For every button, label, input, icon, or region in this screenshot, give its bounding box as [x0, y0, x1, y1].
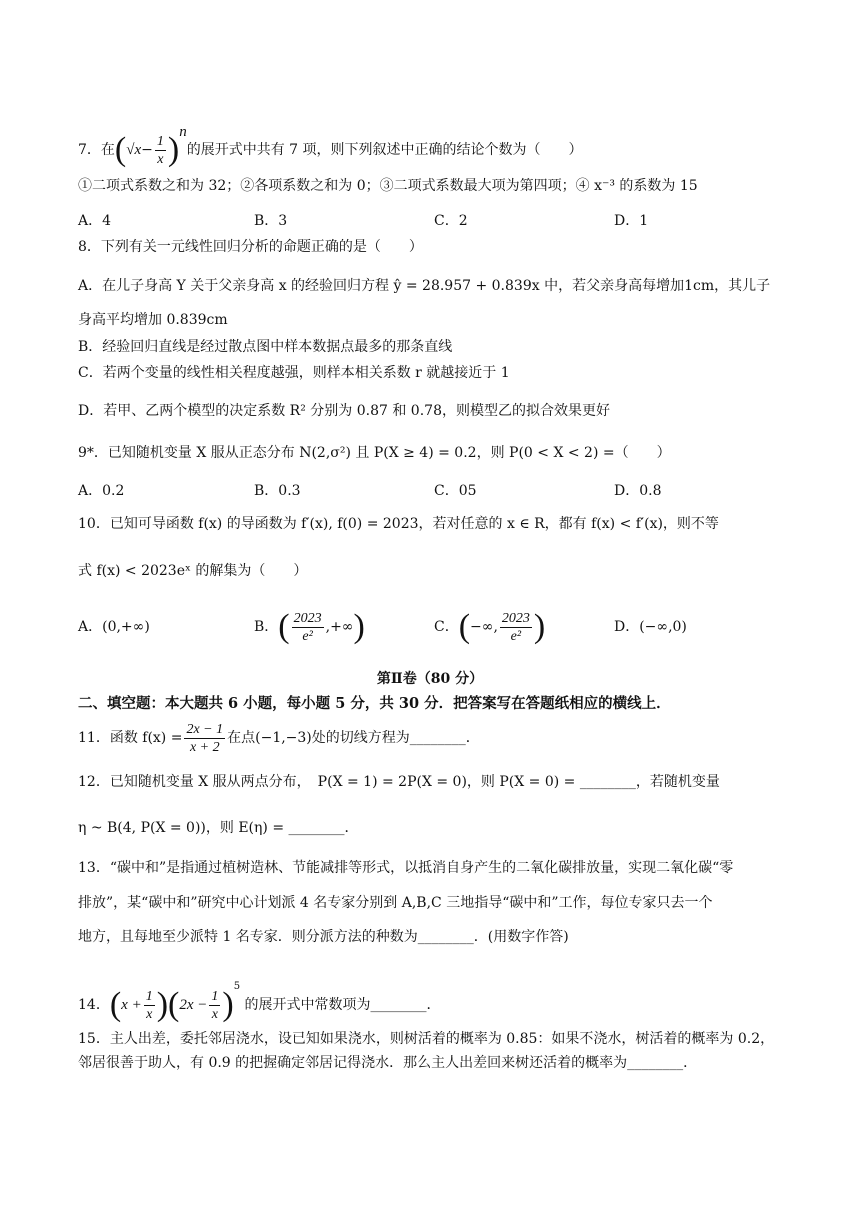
q8-option-c: C．若两个变量的线性相关程度越强，则样本相关系数 r 就越接近于 1 [78, 365, 510, 381]
question-11: 11．函数 f(x) = $\frac{2x - 1}{x + 2}$ 在点(−1,−3)处的切线方程为________． [78, 721, 480, 755]
q15-line-2: 邻居很善于助人，有 0.9 的把握确定邻居记得浇水．那么主人出差回来树还活着的概率为________． [78, 1055, 698, 1071]
q10-option-d: D．(−∞,0) [614, 619, 687, 635]
q15-line-1: 15．主人出差，委托邻居浇水，设已知如果浇水，则树活着的概率为 0.85：如果不浇水，树活着的概率为 0.2， [78, 1031, 775, 1047]
q13-line-2: 排放”，某“碳中和”研究中心计划派 4 名专家分别到 A,B,C 三地指导“碳中和”工作，每位专家只去一个 [78, 895, 713, 911]
q7-statements: ①二项式系数之和为 32；②各项系数之和为 0；③二项式系数最大项为第四项；④ x⁻³ 的系数为 15 [78, 178, 698, 194]
q10-stem-cont: 式 f(x) < 2023eˣ 的解集为（ ） [78, 563, 308, 579]
q8-option-b: B．经验回归直线是经过散点图中样本数据点最多的那条直线 [78, 339, 453, 355]
q10-option-b: B．( $\frac{2023}{\text{e²}}$ ,+∞) [254, 608, 365, 645]
q7-option-d: D．1 [614, 213, 649, 229]
q8-stem: 8．下列有关一元线性回归分析的命题正确的是（ ） [78, 239, 423, 255]
q8-option-d: D．若甲、乙两个模型的决定系数 R² 分别为 0.87 和 0.78，则模型乙的拟合效果更好 [78, 403, 610, 419]
q13-line-3: 地方，且每地至少派特 1 名专家．则分派方法的种数为________．(用数字作答) [78, 929, 569, 945]
q13-line-1: 13．“碳中和”是指通过植树造林、节能减排等形式，以抵消自身产生的二氧化碳排放量，实现二氧化碳“零 [78, 860, 734, 876]
q12-line-1: 12．已知随机变量 X 服从两点分布， P(X = 1) = 2P(X = 0)，则 P(X = 0) = ________，若随机变量 [78, 774, 720, 790]
q9-option-c: C．05 [434, 483, 477, 499]
question-14: 14．(x + $\frac{1}{x}$ )(2x − $\frac{1}{x}$ )$^5$ 的展开式中常数项为________． [78, 981, 441, 1023]
q10-stem: 10．已知可导函数 f(x) 的导函数为 f′(x), f(0) = 2023，若对任意的 x ∈ R，都有 f(x) < f′(x)，则不等 [78, 516, 719, 532]
q7-option-c: C．2 [434, 213, 468, 229]
section-2-title: 第Ⅱ卷（80 分） [376, 671, 484, 687]
q9-option-a: A．0.2 [78, 483, 125, 499]
q9-stem: 9*．已知随机变量 X 服从正态分布 N(2,σ²) 且 P(X ≥ 4) = 0.2，则 P(0 < X < 2) =（ ） [78, 445, 671, 461]
q8-option-a: A．在儿子身高 Y 关于父亲身高 x 的经验回归方程 ŷ = 28.957 + 0.839x 中，若父亲身高每增加1cm，其儿子 [78, 278, 771, 294]
q7-stem: 7．在(√x− $\frac{1}{x}$ )$^n$的展开式中共有 7 项，则下列叙述中正确的结论个数为（ ） [78, 124, 583, 168]
q10-option-a: A．(0,+∞) [78, 619, 150, 635]
q7-option-b: B．3 [254, 213, 288, 229]
q9-option-d: D．0.8 [614, 483, 662, 499]
q8-option-a-cont: 身高平均增加 0.839cm [78, 312, 228, 328]
q7-option-a: A．4 [78, 213, 112, 229]
q12-line-2: η ~ B(4, P(X = 0))，则 E(η) = ________． [78, 820, 359, 836]
q9-option-b: B．0.3 [254, 483, 301, 499]
q10-option-c: C．(−∞, $\frac{2023}{\text{e²}}$ ) [434, 608, 546, 645]
section-2-heading: 二、填空题：本大题共 6 小题，每小题 5 分，共 30 分．把答案写在答题纸相应的横线上． [78, 695, 671, 712]
